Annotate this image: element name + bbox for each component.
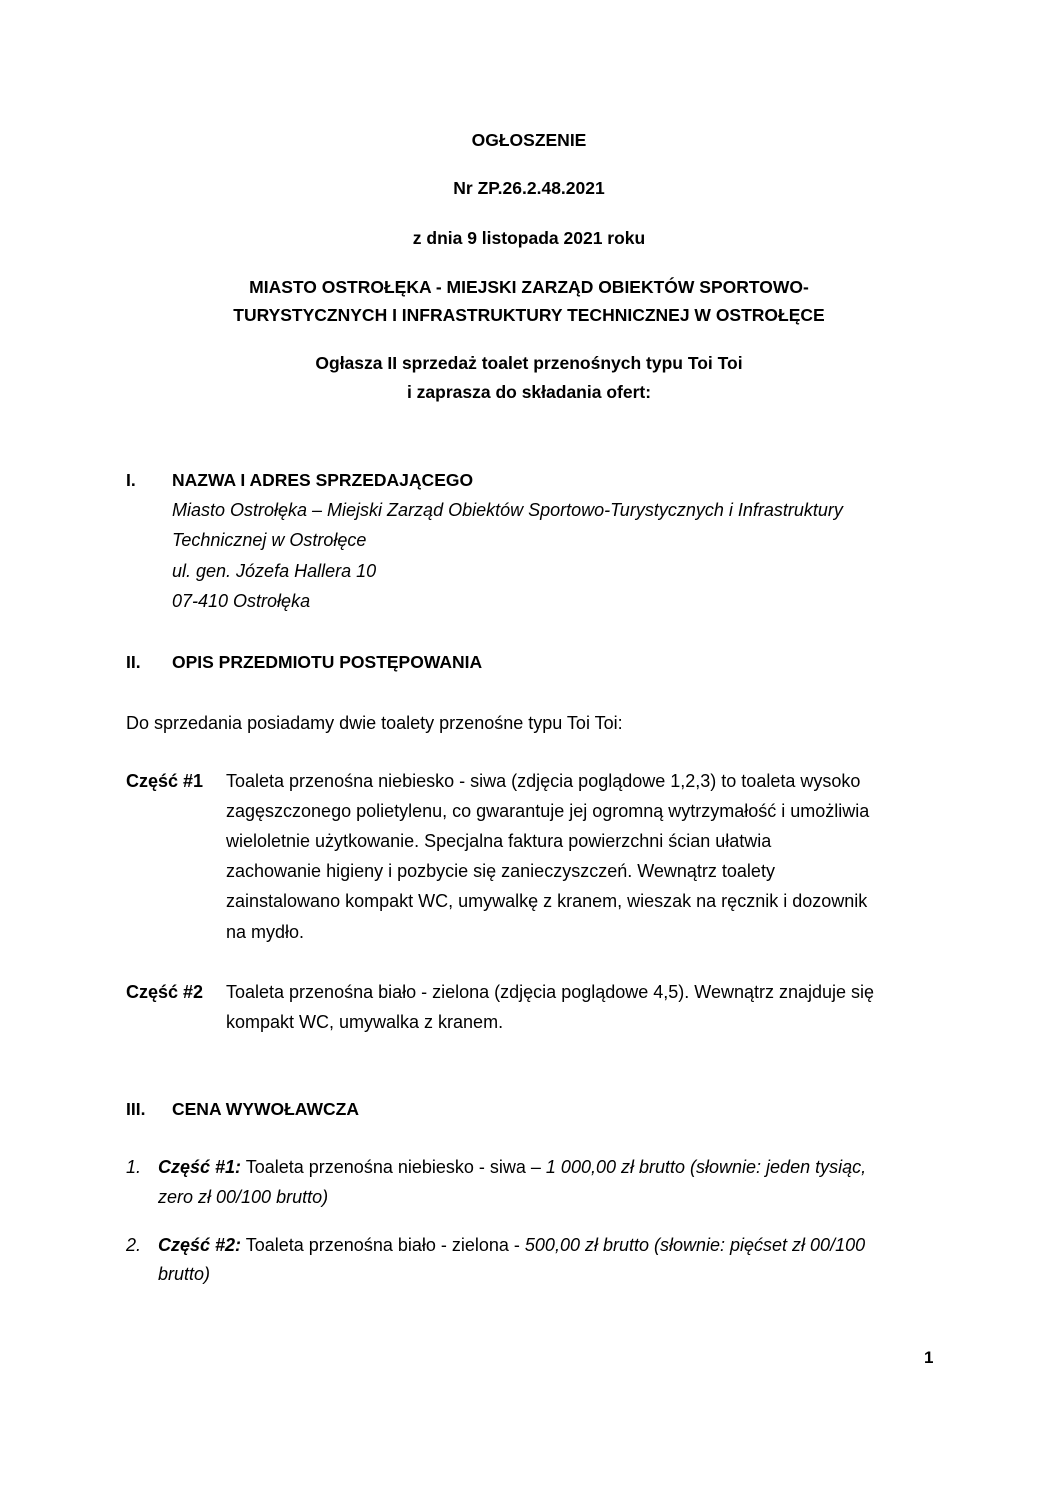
page-number: 1 bbox=[924, 1348, 934, 1367]
price-item-2-text: Toaleta przenośna biało - zielona - bbox=[241, 1235, 525, 1255]
organization-line-1: MIASTO OSTROŁĘKA - MIEJSKI ZARZĄD OBIEKTÓW SPORTOWO- bbox=[249, 277, 809, 297]
price-item-2-number: 2. bbox=[126, 1235, 142, 1255]
price-item-2-price: 500,00 zł brutto (słownie: pięćset zł 00/100 bbox=[524, 1235, 866, 1255]
part-1-line-5: zainstalowano kompakt WC, umywalkę z kranem, wieszak na ręcznik i dozownik bbox=[226, 891, 868, 911]
announcement-line-2: i zaprasza do składania ofert: bbox=[406, 382, 652, 402]
part-1-line-4: zachowanie higieny i pozbycie się zanieczyszczeń. Wewnątrz toalety bbox=[226, 861, 775, 881]
seller-street: ul. gen. Józefa Hallera 10 bbox=[172, 561, 377, 581]
part-1-line-2: zagęszczonego polietylenu, co gwarantuje jej ogromną wytrzymałość i umożliwia bbox=[226, 801, 870, 821]
part-2-label: Część #2 bbox=[126, 982, 204, 1002]
price-item-1-label: Część #1: bbox=[158, 1157, 242, 1177]
seller-postcode-city: 07-410 Ostrołęka bbox=[172, 591, 311, 611]
price-item-1-text: Toaleta przenośna niebiesko - siwa – bbox=[241, 1157, 546, 1177]
section-2-intro: Do sprzedania posiadamy dwie toalety przenośne typu Toi Toi: bbox=[126, 713, 623, 733]
part-2-line-2: kompakt WC, umywalka z kranem. bbox=[226, 1012, 504, 1032]
section-2-title: OPIS PRZEDMIOTU POSTĘPOWANIA bbox=[172, 652, 483, 672]
part-2-line-1: Toaleta przenośna biało - zielona (zdjęcia poglądowe 4,5). Wewnątrz znajduje się bbox=[226, 982, 875, 1002]
section-1-number: I. bbox=[126, 470, 136, 490]
part-1-label: Część #1 bbox=[126, 771, 204, 791]
section-3-title: CENA WYWOŁAWCZA bbox=[172, 1099, 359, 1119]
price-item-1-price: 1 000,00 zł brutto (słownie: jeden tysiąc, bbox=[545, 1157, 867, 1177]
price-item-1-continuation: zero zł 00/100 brutto) bbox=[158, 1187, 329, 1207]
part-1-line-1: Toaleta przenośna niebiesko - siwa (zdjęcia poglądowe 1,2,3) to toaleta wysoko bbox=[226, 771, 861, 791]
document-number: Nr ZP.26.2.48.2021 bbox=[453, 178, 605, 198]
part-1-line-3: wieloletnie użytkowanie. Specjalna faktura powierzchni ścian ułatwia bbox=[226, 831, 772, 851]
price-item-2-label: Część #2: bbox=[158, 1235, 242, 1255]
document-title: OGŁOSZENIE bbox=[471, 130, 587, 150]
document-date: z dnia 9 listopada 2021 roku bbox=[412, 228, 646, 248]
price-item-2-line-1 bbox=[158, 1235, 865, 1256]
price-item-1-number: 1. bbox=[126, 1157, 142, 1177]
section-2-number: II. bbox=[126, 652, 141, 672]
section-1-title: NAZWA I ADRES SPRZEDAJĄCEGO bbox=[172, 470, 474, 490]
price-item-2-continuation: brutto) bbox=[158, 1264, 211, 1284]
seller-name-line-2: Technicznej w Ostrołęce bbox=[172, 530, 367, 550]
section-3-number: III. bbox=[126, 1099, 146, 1119]
part-1-line-6: na mydło. bbox=[226, 922, 305, 942]
price-item-1-line-1 bbox=[158, 1157, 866, 1178]
organization-line-2: TURYSTYCZNYCH I INFRASTRUKTURY TECHNICZNEJ W OSTROŁĘCE bbox=[233, 305, 825, 325]
announcement-line-1: Ogłasza II sprzedaż toalet przenośnych typu Toi Toi bbox=[315, 353, 743, 373]
seller-name-line-1: Miasto Ostrołęka – Miejski Zarząd Obiektów Sportowo-Turystycznych i Infrastruktury bbox=[172, 500, 843, 520]
